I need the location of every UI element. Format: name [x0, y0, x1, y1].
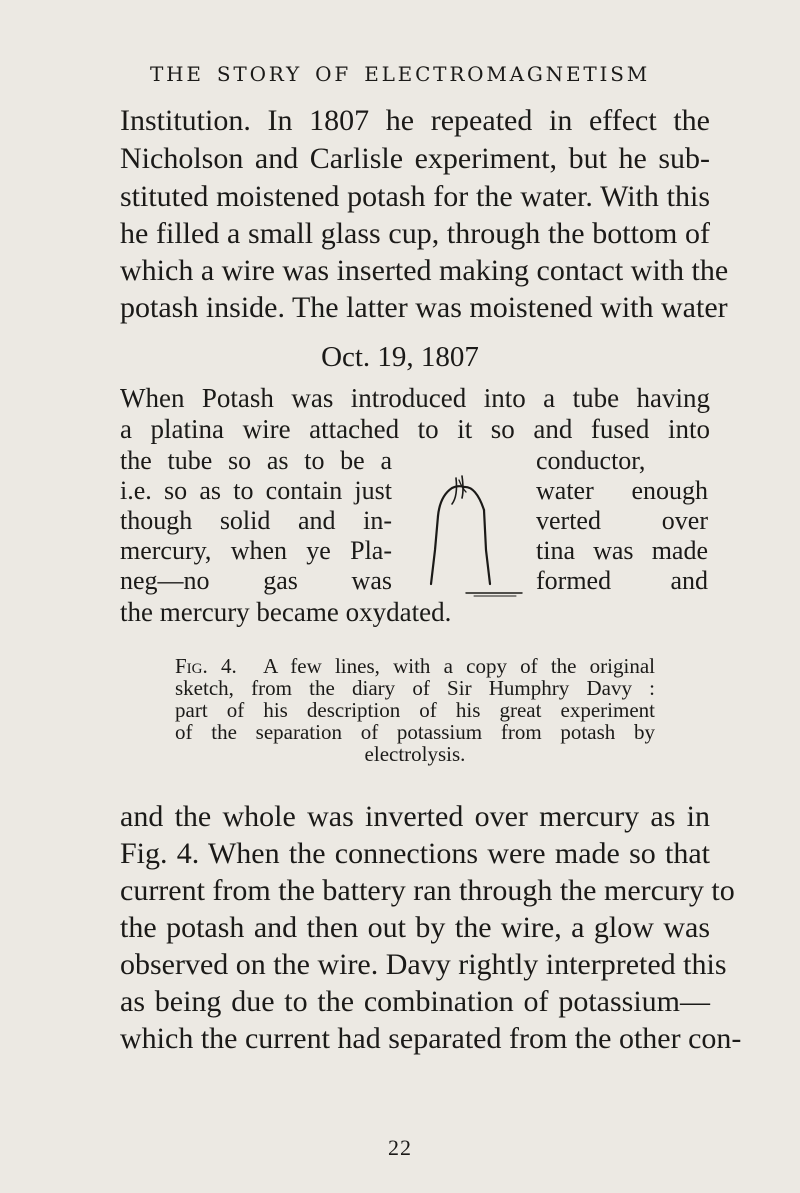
body-line: Institution. In 1807 he repeated in effect the	[120, 104, 710, 137]
diary-right-line: tina was made	[536, 536, 708, 565]
diary-line: a platina wire attached to it so and fused into	[120, 414, 710, 444]
body-line: which a wire was inserted making contact with the	[120, 254, 729, 287]
diary-right-line: verted over	[536, 506, 708, 535]
body-line: as being due to the combination of potassium—	[120, 985, 710, 1018]
body-line: Nicholson and Carlisle experiment, but he sub-	[120, 142, 710, 175]
diary-left-line: neg—no gas was	[120, 566, 392, 595]
body-line: which the current had separated from the other con-	[120, 1022, 742, 1055]
body-line: the potash and then out by the wire, a glow was	[120, 911, 710, 944]
body-line: stituted moistened potash for the water. With this	[120, 180, 710, 213]
figure-caption-line: sketch, from the diary of Sir Humphry Davy :	[175, 676, 655, 700]
body-line: current from the battery ran through the mercury to	[120, 874, 735, 907]
diary-right-line: conductor,	[536, 446, 646, 475]
body-line: observed on the wire. Davy rightly interpreted this	[120, 948, 727, 981]
running-head: THE STORY OF ELECTROMAGNETISM	[149, 62, 650, 86]
diary-left-line: though solid and in-	[120, 506, 392, 535]
figure-caption-line: of the separation of potassium from potash by	[175, 720, 655, 744]
figure-caption-line: electrolysis.	[364, 742, 466, 766]
figure-label: Fig. 4.	[175, 654, 237, 678]
diary-left-line: i.e. so as to contain just	[120, 476, 392, 505]
figure-caption-line	[175, 655, 655, 677]
diary-line: When Potash was introduced into a tube having	[120, 383, 710, 413]
diary-date: Oct. 19, 1807	[321, 341, 479, 373]
diary-left-line: the tube so as to be a	[120, 446, 392, 475]
diary-last-line: the mercury became oxydated.	[120, 597, 452, 627]
diary-right-line: formed and	[536, 566, 708, 595]
diary-left-line: mercury, when ye Pla-	[120, 536, 392, 565]
figure-caption-text: A few lines, with a copy of the original	[263, 654, 655, 678]
figure-caption-line: part of his description of his great experiment	[175, 698, 655, 722]
body-line: Fig. 4. When the connections were made so that	[120, 837, 710, 870]
glass-cup-sketch-icon	[418, 466, 526, 604]
page-number: 22	[388, 1135, 412, 1160]
body-line: and the whole was inverted over mercury as in	[120, 800, 710, 833]
diary-right-line: water enough	[536, 476, 708, 505]
body-line: he filled a small glass cup, through the bottom of	[120, 217, 710, 250]
body-line: potash inside. The latter was moistened with water	[120, 291, 728, 324]
